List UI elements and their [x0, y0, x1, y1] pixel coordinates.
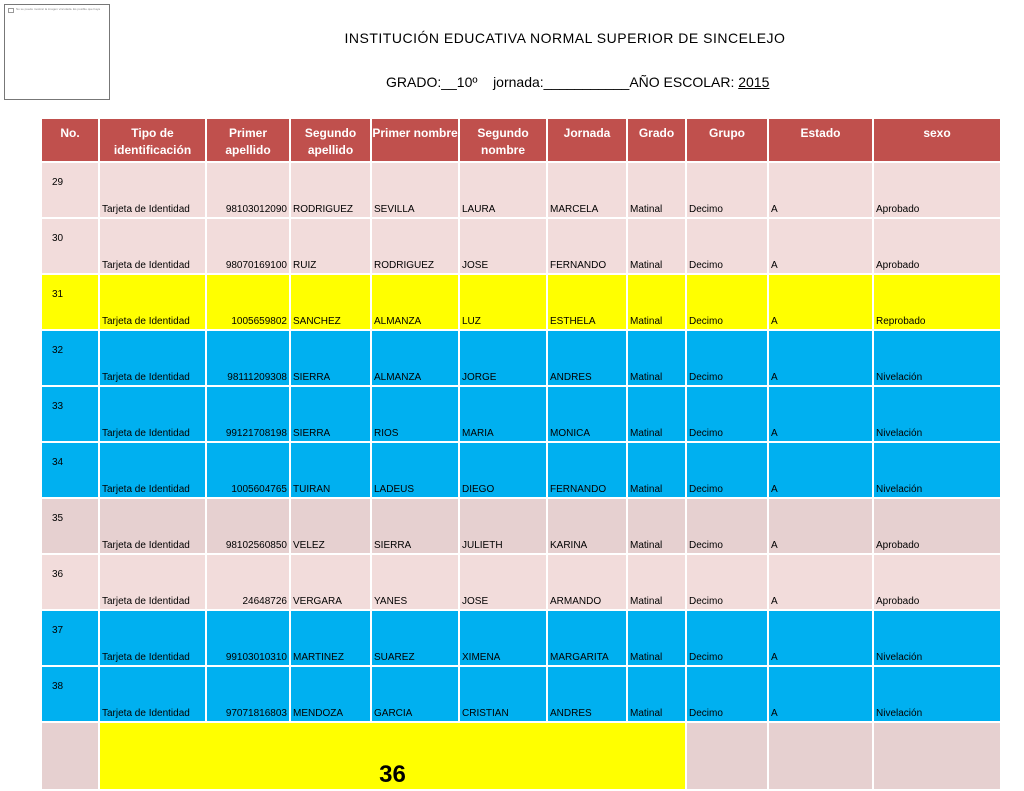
cell-no: 29: [41, 162, 99, 218]
cell-segundo-nombre: FERNANDO: [547, 218, 627, 274]
cell-no: 36: [41, 554, 99, 610]
cell-segundo-apellido: SEVILLA: [371, 162, 459, 218]
col-header-primer-nombre: Primer nombre: [371, 118, 459, 162]
cell-grado: Decimo: [686, 554, 768, 610]
cell-jornada: Matinal: [627, 330, 686, 386]
cell-primer-nombre: JOSE: [459, 218, 547, 274]
table-row: [41, 162, 1001, 218]
cell-primer-nombre: DIEGO: [459, 442, 547, 498]
table-row: [41, 610, 1001, 666]
cell-primer-apellido: VELEZ: [290, 498, 371, 554]
cell-grado: Decimo: [686, 386, 768, 442]
cell-tipo-identificacion: Tarjeta de Identidad: [99, 330, 206, 386]
cell-numero-id: 1005604765: [206, 442, 290, 498]
cell-grupo: A: [768, 498, 873, 554]
cell-primer-apellido: VERGARA: [290, 554, 371, 610]
col-header-tipo: Tipo de identificación: [99, 118, 206, 162]
table-row: [41, 442, 1001, 498]
cell-primer-nombre: JORGE: [459, 330, 547, 386]
grado-label: GRADO:__10º: [386, 74, 478, 90]
jornada-label: jornada:___________: [493, 74, 630, 90]
cell-jornada: Matinal: [627, 274, 686, 330]
table-header-row: [41, 118, 1001, 162]
total-empty-cell: [686, 722, 768, 790]
cell-primer-nombre: XIMENA: [459, 610, 547, 666]
cell-grado: Decimo: [686, 330, 768, 386]
total-empty-cell: [873, 722, 1001, 790]
table-row: [41, 218, 1001, 274]
cell-segundo-apellido: RODRIGUEZ: [371, 218, 459, 274]
cell-primer-nombre: LAURA: [459, 162, 547, 218]
table-row: [41, 666, 1001, 722]
cell-primer-apellido: SIERRA: [290, 386, 371, 442]
cell-numero-id: 24648726: [206, 554, 290, 610]
cell-numero-id: 1005659802: [206, 274, 290, 330]
cell-tipo-identificacion: Tarjeta de Identidad: [99, 162, 206, 218]
cell-tipo-identificacion: Tarjeta de Identidad: [99, 498, 206, 554]
cell-segundo-nombre: MARCELA: [547, 162, 627, 218]
cell-jornada: Matinal: [627, 610, 686, 666]
cell-segundo-apellido: SUAREZ: [371, 610, 459, 666]
cell-jornada: Matinal: [627, 442, 686, 498]
cell-segundo-nombre: ARMANDO: [547, 554, 627, 610]
col-header-no: No.: [41, 118, 99, 162]
cell-no: 35: [41, 498, 99, 554]
cell-grupo: A: [768, 386, 873, 442]
cell-grado: Decimo: [686, 498, 768, 554]
cell-estado: Aprobado: [873, 498, 1001, 554]
cell-grado: Decimo: [686, 274, 768, 330]
table-row: [41, 330, 1001, 386]
cell-no: 30: [41, 218, 99, 274]
cell-estado: Nivelación: [873, 442, 1001, 498]
cell-jornada: Matinal: [627, 218, 686, 274]
cell-primer-nombre: MARIA: [459, 386, 547, 442]
cell-segundo-nombre: ESTHELA: [547, 274, 627, 330]
table-row: [41, 274, 1001, 330]
cell-numero-id: 98070169100: [206, 218, 290, 274]
cell-numero-id: 98102560850: [206, 498, 290, 554]
col-header-grado: Grado: [627, 118, 686, 162]
cell-jornada: Matinal: [627, 386, 686, 442]
broken-image-text: No se puede mostrar la imagen vinculada. Es posible que haya: [16, 7, 101, 11]
cell-primer-apellido: RUIZ: [290, 218, 371, 274]
cell-grupo: A: [768, 666, 873, 722]
total-empty-cell: [768, 722, 873, 790]
table-row: [41, 554, 1001, 610]
cell-estado: Nivelación: [873, 330, 1001, 386]
table-row: [41, 386, 1001, 442]
cell-no: 37: [41, 610, 99, 666]
cell-estado: Reprobado: [873, 274, 1001, 330]
institution-title: INSTITUCIÓN EDUCATIVA NORMAL SUPERIOR DE SINCELEJO: [344, 30, 786, 46]
cell-no: 34: [41, 442, 99, 498]
cell-segundo-apellido: RIOS: [371, 386, 459, 442]
cell-no: 32: [41, 330, 99, 386]
cell-tipo-identificacion: Tarjeta de Identidad: [99, 274, 206, 330]
cell-segundo-nombre: MARGARITA: [547, 610, 627, 666]
cell-primer-apellido: SIERRA: [290, 330, 371, 386]
col-header-grupo: Grupo: [686, 118, 768, 162]
col-header-sexo: sexo: [873, 118, 1001, 162]
cell-primer-nombre: LUZ: [459, 274, 547, 330]
cell-primer-apellido: SANCHEZ: [290, 274, 371, 330]
cell-primer-nombre: CRISTIAN: [459, 666, 547, 722]
cell-grupo: A: [768, 610, 873, 666]
col-header-segundo-apellido: Segundo apellido: [290, 118, 371, 162]
cell-grupo: A: [768, 554, 873, 610]
cell-no: 38: [41, 666, 99, 722]
cell-jornada: Matinal: [627, 554, 686, 610]
cell-primer-apellido: MARTINEZ: [290, 610, 371, 666]
cell-tipo-identificacion: Tarjeta de Identidad: [99, 610, 206, 666]
cell-tipo-identificacion: Tarjeta de Identidad: [99, 218, 206, 274]
cell-tipo-identificacion: Tarjeta de Identidad: [99, 554, 206, 610]
cell-numero-id: 98111209308: [206, 330, 290, 386]
col-header-estado: Estado: [768, 118, 873, 162]
cell-tipo-identificacion: Tarjeta de Identidad: [99, 666, 206, 722]
cell-grado: Decimo: [686, 610, 768, 666]
cell-segundo-nombre: KARINA: [547, 498, 627, 554]
cell-primer-nombre: JOSE: [459, 554, 547, 610]
cell-grupo: A: [768, 442, 873, 498]
cell-segundo-apellido: ALMANZA: [371, 330, 459, 386]
cell-jornada: Matinal: [627, 162, 686, 218]
cell-segundo-nombre: ANDRES: [547, 330, 627, 386]
cell-estado: Nivelación: [873, 666, 1001, 722]
cell-grupo: A: [768, 218, 873, 274]
cell-numero-id: 99121708198: [206, 386, 290, 442]
students-table: [40, 117, 1002, 791]
total-row: [41, 722, 1001, 790]
broken-image-placeholder: [4, 4, 110, 100]
cell-segundo-apellido: SIERRA: [371, 498, 459, 554]
col-header-segundo-nombre: Segundo nombre: [459, 118, 547, 162]
total-count: 36: [99, 722, 686, 790]
cell-segundo-nombre: FERNANDO: [547, 442, 627, 498]
cell-estado: Aprobado: [873, 162, 1001, 218]
table-row: [41, 498, 1001, 554]
cell-segundo-apellido: YANES: [371, 554, 459, 610]
cell-primer-apellido: RODRIGUEZ: [290, 162, 371, 218]
anio-label: AÑO ESCOLAR:: [629, 74, 739, 90]
cell-primer-nombre: JULIETH: [459, 498, 547, 554]
cell-tipo-identificacion: Tarjeta de Identidad: [99, 442, 206, 498]
cell-jornada: Matinal: [627, 666, 686, 722]
cell-no: 31: [41, 274, 99, 330]
cell-no: 33: [41, 386, 99, 442]
cell-grupo: A: [768, 330, 873, 386]
cell-segundo-nombre: ANDRES: [547, 666, 627, 722]
subtitle-line: [386, 74, 769, 90]
cell-grado: Decimo: [686, 162, 768, 218]
cell-estado: Nivelación: [873, 386, 1001, 442]
cell-grado: Decimo: [686, 442, 768, 498]
total-empty-cell: [41, 722, 99, 790]
cell-numero-id: 99103010310: [206, 610, 290, 666]
cell-estado: Nivelación: [873, 610, 1001, 666]
cell-estado: Aprobado: [873, 554, 1001, 610]
cell-grado: Decimo: [686, 666, 768, 722]
cell-segundo-nombre: MONICA: [547, 386, 627, 442]
cell-estado: Aprobado: [873, 218, 1001, 274]
cell-grupo: A: [768, 274, 873, 330]
col-header-jornada: Jornada: [547, 118, 627, 162]
cell-tipo-identificacion: Tarjeta de Identidad: [99, 386, 206, 442]
cell-grupo: A: [768, 162, 873, 218]
cell-jornada: Matinal: [627, 498, 686, 554]
cell-primer-apellido: MENDOZA: [290, 666, 371, 722]
col-header-primer-apellido: Primer apellido: [206, 118, 290, 162]
cell-numero-id: 97071816803: [206, 666, 290, 722]
cell-segundo-apellido: LADEUS: [371, 442, 459, 498]
cell-primer-apellido: TUIRAN: [290, 442, 371, 498]
cell-numero-id: 98103012090: [206, 162, 290, 218]
cell-segundo-apellido: GARCIA: [371, 666, 459, 722]
cell-segundo-apellido: ALMANZA: [371, 274, 459, 330]
anio-value: 2015: [738, 74, 770, 90]
cell-grado: Decimo: [686, 218, 768, 274]
broken-image-icon: [8, 8, 14, 13]
